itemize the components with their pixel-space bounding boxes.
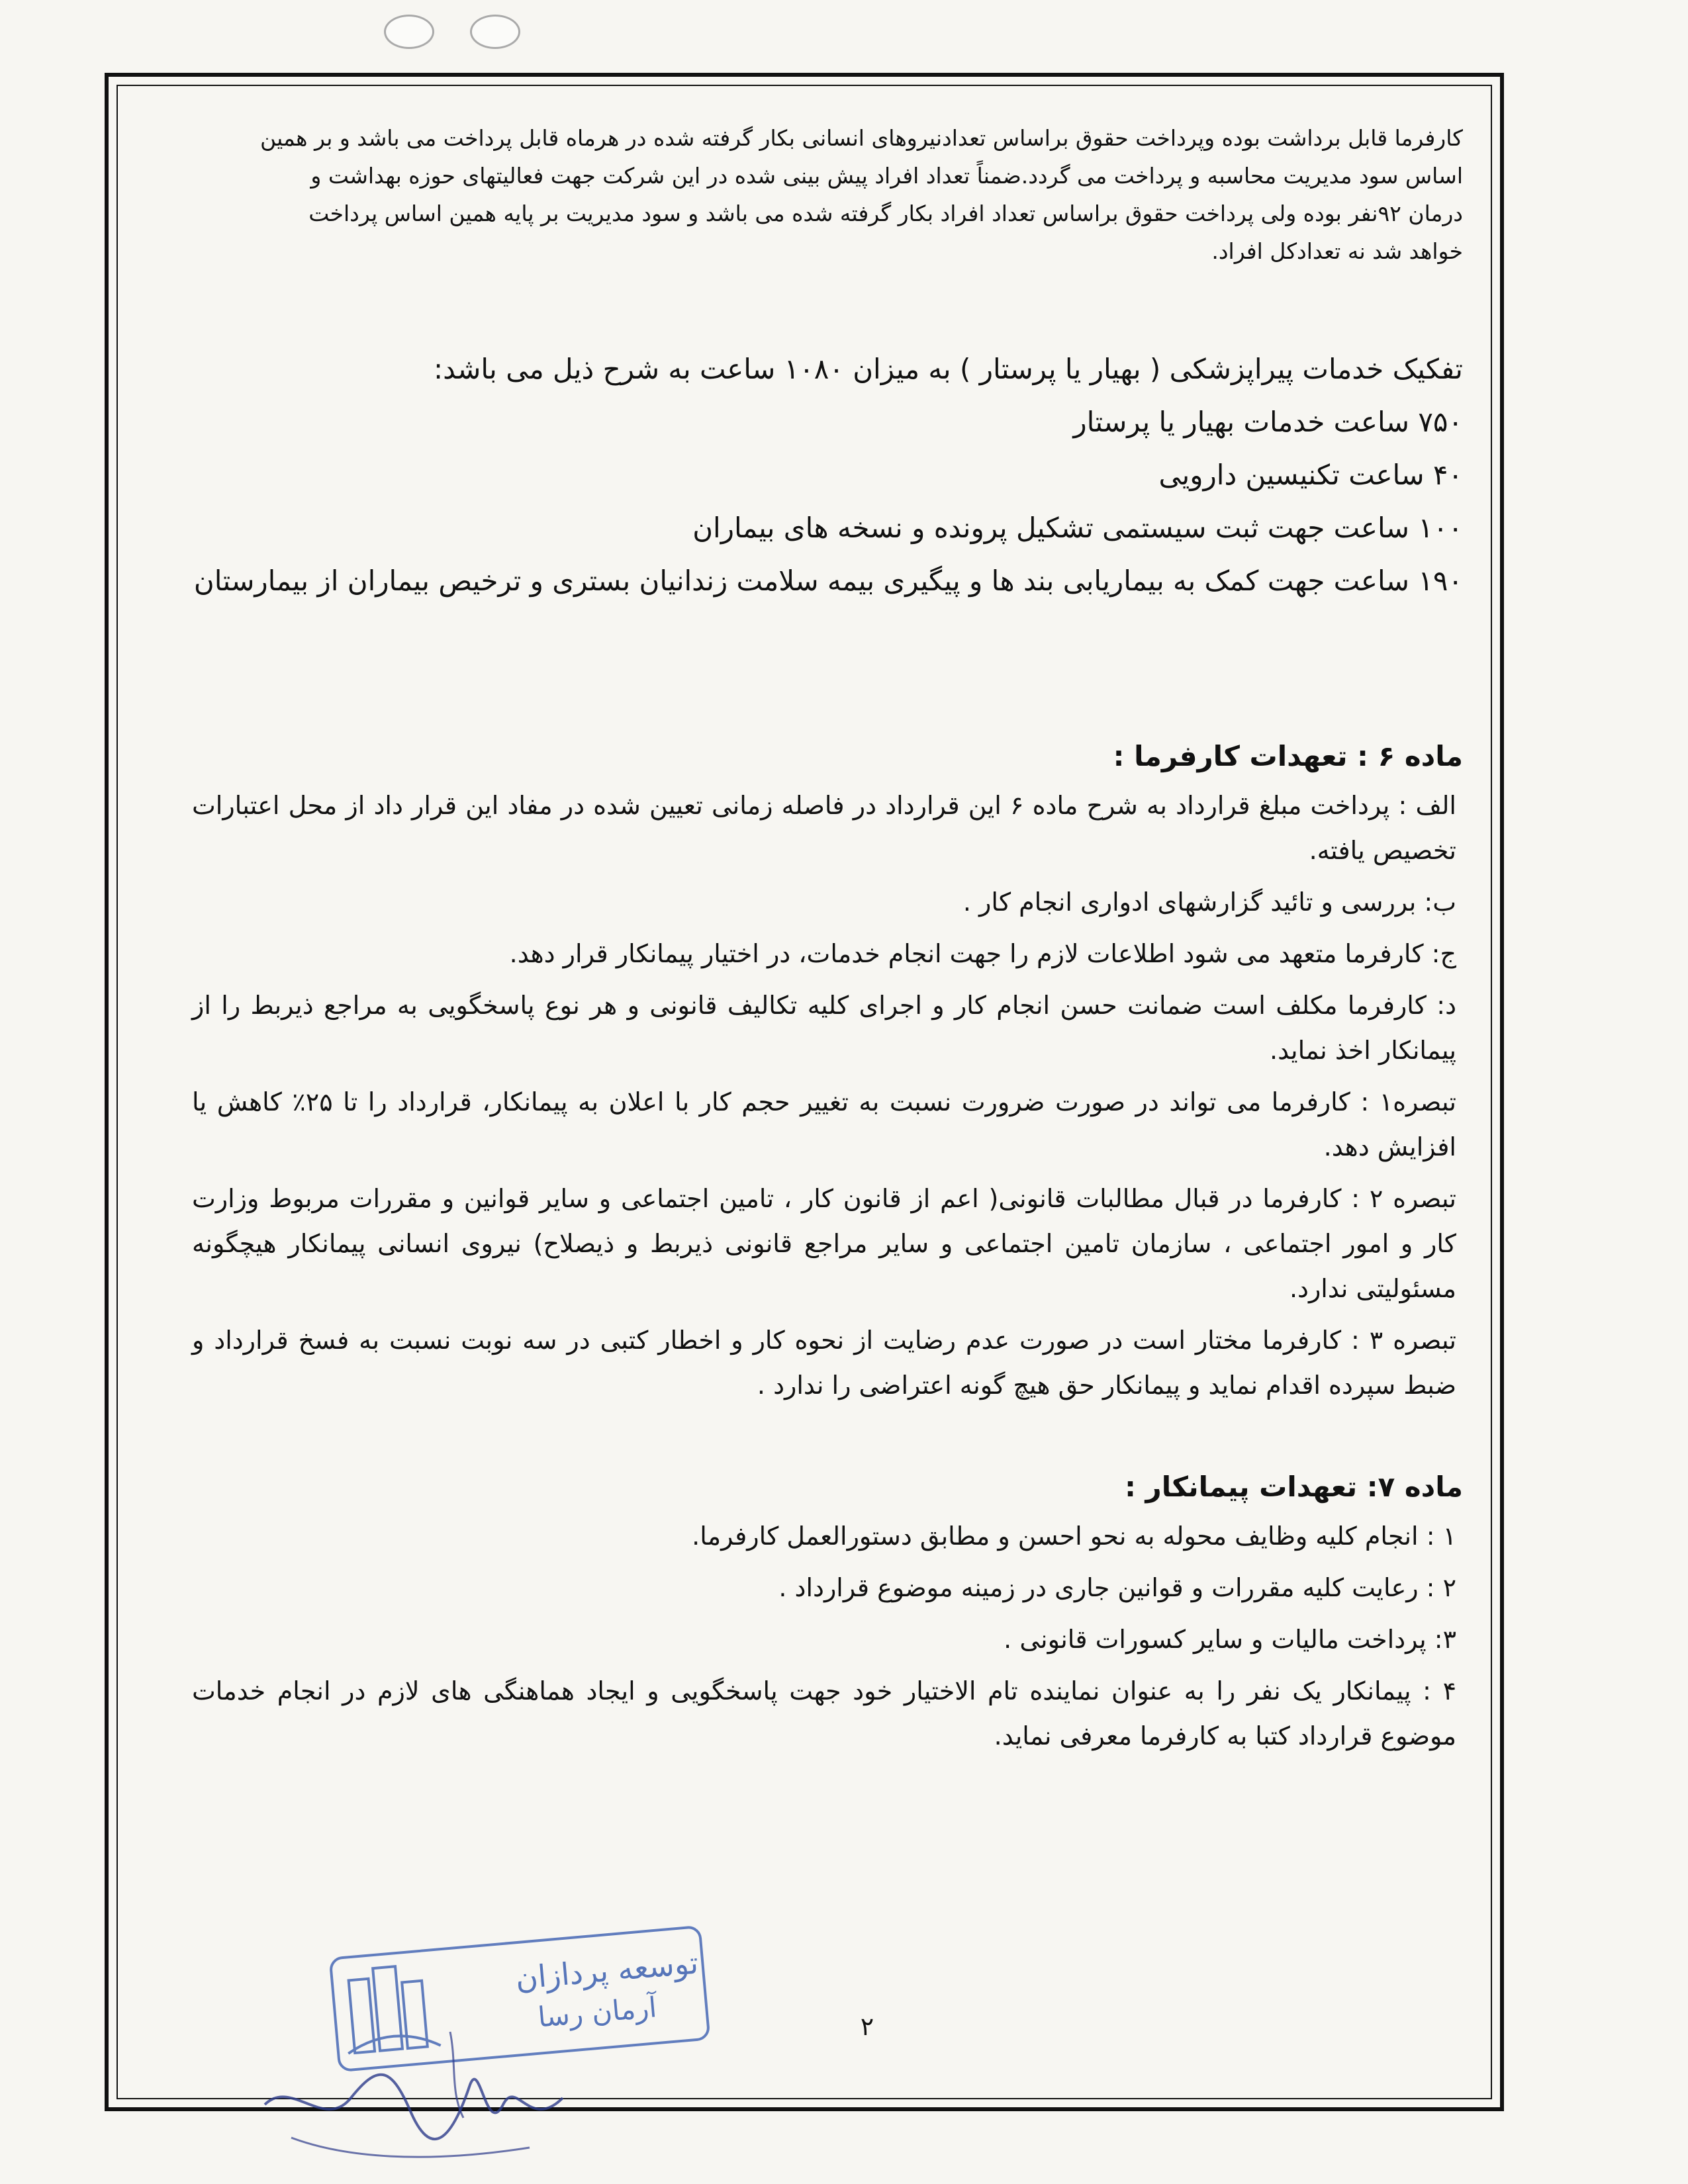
service-item: ۷۵۰ ساعت خدمات بهیار یا پرستار: [1073, 406, 1463, 438]
stamp-line-2: آرمان رسا: [536, 1991, 658, 2034]
article-6-heading: ماده ۶ : تعهدات کارفرما :: [1113, 740, 1463, 772]
service-item: ۴۰ ساعت تکنیسین دارویی: [1158, 459, 1463, 491]
page-number: ۲: [860, 2012, 874, 2041]
service-item: ۱۹۰ ساعت جهت کمک به بیماریابی بند ها و پیگیری بیمه سلامت زندانیان بستری و ترخیص بیماران از بیمارستان: [193, 565, 1463, 597]
article-7-item: ۴ : پیمانکار یک نفر را به عنوان نماینده تام الاختیار خود جهت پاسخگویی و ایجاد هماهنگی های لازم در انجام خدمات موضوع قرارداد کتبا به کارفرما معرفی نماید.: [192, 1676, 1456, 1751]
intro-line: کارفرما قابل برداشت بوده وپرداخت حقوق براساس تعدادنیروهای انسانی بکار گرفته شده در هرماه قابل پرداخت می باشد و بر همین: [259, 125, 1463, 151]
article-6-employer-obligations: [192, 730, 1463, 1408]
contract-page-content: [192, 119, 1463, 1765]
article-6-item: ب: بررسی و تائید گزارشهای ادواری انجام کار .: [962, 887, 1456, 917]
article-6-item: ج: کارفرما متعهد می شود اطلاعات لازم را جهت انجام خدمات، در اختیار پیمانکار قرار دهد.: [509, 939, 1456, 968]
article-6-note: تبصره ۲ : کارفرما در قبال مطالبات قانونی( اعم از قانون کار ، تامین اجتماعی و سایر قوانین و مقررات مربوط وزارت کار و امور اجتماعی ، سازمان تامین اجتماعی و سایر مراجع قانونی ذیربط و ذیصلاح) نیروی انسانی پیمانکار هیچگونه مسئولیتی ندارد.: [192, 1184, 1456, 1303]
article-6-item: الف : پرداخت مبلغ قرارداد به شرح ماده ۶ این قرارداد در فاصله زمانی تعیین شده در مفاد این قرار داد از محل اعتبارات تخصیص یافته.: [192, 791, 1456, 865]
intro-line: اساس سود مدیریت محاسبه و پرداخت می گردد.ضمناً تعداد افراد پیش بینی شده در این شرکت جهت فعالیتهای حوزه بهداشت و: [310, 163, 1463, 189]
services-intro: تفکیک خدمات پیراپزشکی ( بهیار یا پرستار ) به میزان ۱۰۸۰ ساعت به شرح ذیل می باشد:: [433, 353, 1463, 385]
article-7-item: ۲ : رعایت کلیه مقررات و قوانین جاری در زمینه موضوع قرارداد .: [778, 1573, 1456, 1602]
intro-line: خواهد شد نه تعدادکل افراد.: [1211, 238, 1463, 264]
punch-hole-right: [470, 15, 520, 49]
article-7-heading: ماده ۷: تعهدات پیمانکار :: [1125, 1471, 1463, 1503]
article-6-item: د: کارفرما مکلف است ضمانت حسن انجام کار و اجرای کلیه تکالیف قانونی و هر نوع پاسخگویی به مراجع ذیربط را از پیمانکار اخذ نماید.: [192, 991, 1456, 1065]
article-6-note: تبصره۱ : کارفرما می تواند در صورت ضرورت نسبت به تغییر حجم کار با اعلان به پیمانکار، قرارداد را تا ۲۵٪ کاهش یا افزایش دهد.: [192, 1087, 1456, 1161]
intro-line: درمان ۹۲نفر بوده ولی پرداخت حقوق براساس تعداد افراد بکار گرفته شده می باشد و سود مدیریت بر پایه همین اساس پرداخت: [308, 201, 1463, 226]
paramedical-services-breakdown: [192, 343, 1463, 608]
article-7-contractor-obligations: [192, 1461, 1463, 1758]
article-7-item: ۱ : انجام کلیه وظایف محوله به نحو احسن و مطابق دستورالعمل کارفرما.: [692, 1522, 1456, 1551]
stamp-line-1: توسعه پردازان: [514, 1944, 700, 1997]
article-6-note: تبصره ۳ : کارفرما مختار است در صورت عدم رضایت از نحوه کار و اخطار کتبی در سه نوبت نسبت به فسخ قرارداد و ضبط سپرده اقدام نماید و پیمانکار حق هیچ گونه اعتراضی را ندارد .: [192, 1326, 1457, 1400]
handwritten-signature: [252, 2005, 596, 2177]
punch-hole-left: [384, 15, 434, 49]
service-item: ۱۰۰ ساعت جهت ثبت سیستمی تشکیل پرونده و نسخه های بیماران: [692, 512, 1463, 544]
intro-paragraph: [192, 119, 1463, 270]
article-7-item: ۳: پرداخت مالیات و سایر کسورات قانونی .: [1004, 1625, 1456, 1654]
